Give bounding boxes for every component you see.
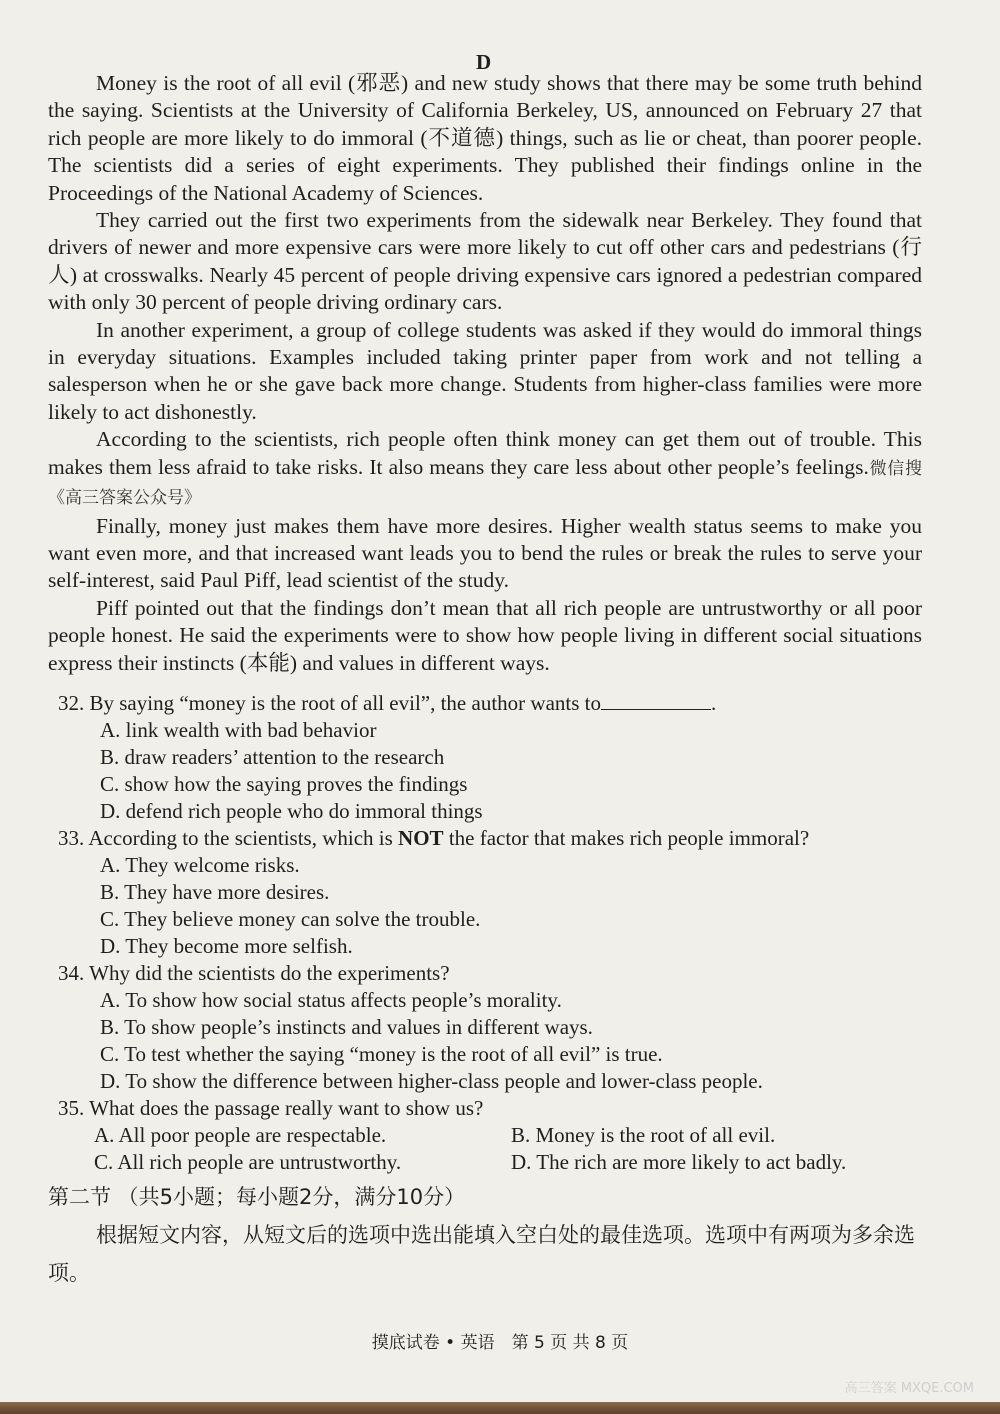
option-b: B. Money is the root of all evil. xyxy=(511,1123,776,1147)
question-33 xyxy=(58,825,928,960)
section-2 xyxy=(48,1178,928,1292)
section-letter: D xyxy=(476,50,492,74)
paragraph-5: Finally, money just makes them have more desires. Higher wealth status seems to make you want even more, and that increased want leads you to bend the rules or break the rules to serve your self-interest, said Paul Piff, lead scientist of the study. xyxy=(48,513,922,593)
page-edge xyxy=(0,1402,1000,1414)
question-stem: 35. What does the passage really want to show us? xyxy=(58,1096,484,1120)
option-d: D. They become more selfish. xyxy=(100,934,353,958)
option-b: B. To show people’s instincts and values in different ways. xyxy=(100,1015,593,1039)
question-stem: 32. By saying “money is the root of all evil”, the author wants to . xyxy=(58,691,717,715)
question-32 xyxy=(58,690,928,825)
reading-passage xyxy=(48,70,922,677)
paragraph-2: They carried out the first two experiments from the sidewalk near Berkeley. They found that drivers of newer and more expensive cars were more likely to cut off other cars and pedestrians (行人) at crosswalks. Nearly 45 percent of people driving expensive cars ignored a pedestrian compared with only 30 percent of people driving ordinary cars. xyxy=(48,208,922,315)
option-b: B. They have more desires. xyxy=(100,880,330,904)
paragraph-4-text: According to the scientists, rich people often think money can get them out of trouble. This makes them less afraid to take risks. It also means they care less about other people’s feelings. xyxy=(48,427,922,479)
option-d: D. defend rich people who do immoral things xyxy=(100,799,483,823)
option-c: C. They believe money can solve the trouble. xyxy=(100,907,481,931)
option-a: A. To show how social status affects people’s morality. xyxy=(100,988,562,1012)
option-c: C. To test whether the saying “money is the root of all evil” is true. xyxy=(100,1042,663,1066)
option-c: C. All rich people are untrustworthy. xyxy=(94,1150,402,1174)
paragraph-3: In another experiment, a group of college students was asked if they would do immoral things in everyday situations. Examples included taking printer paper from work and not telling a salesperson when he or she gave back more change. Students from higher-class families were more likely to act dishonestly. xyxy=(48,317,922,424)
paragraph-4 xyxy=(48,426,922,512)
question-stem: 33. According to the scientists, which is NOT the factor that makes rich people immoral? xyxy=(58,826,810,850)
option-a: A. link wealth with bad behavior xyxy=(100,718,377,742)
question-list xyxy=(58,690,928,1176)
option-d: D. To show the difference between higher-class people and lower-class people. xyxy=(100,1069,763,1093)
watermark-logo: 高三答案 MXQE.COM xyxy=(844,1381,974,1396)
option-a: A. All poor people are respectable. xyxy=(94,1123,387,1147)
question-stem: 34. Why did the scientists do the experiments? xyxy=(58,961,450,985)
options-row-1 xyxy=(58,1122,928,1149)
question-34 xyxy=(58,960,928,1095)
option-b: B. draw readers’ attention to the research xyxy=(100,745,445,769)
options-row-2 xyxy=(58,1149,928,1176)
question-35 xyxy=(58,1095,928,1176)
section-2-heading: 第二节 （共5小题；每小题2分，满分10分） xyxy=(48,1185,466,1209)
paragraph-1: Money is the root of all evil (邪恶) and new study shows that there may be some truth behind the saying. Scientists at the University of California Berkeley, US, announced on February 27 that rich people are more likely to do immoral (不道德) things, such as lie or cheat, than poorer people. The scientists did a series of eight experiments. They published their findings online in the Proceedings of the National Academy of Sciences. xyxy=(48,71,922,205)
answer-blank xyxy=(601,691,711,710)
paragraph-6: Piff pointed out that the findings don’t mean that all rich people are untrustworthy or all poor people honest. He said the experiments were to show how people living in different social situations express their instincts (本能) and values in different ways. xyxy=(48,595,922,675)
section-2-instruction: 根据短文内容，从短文后的选项中选出能填入空白处的最佳选项。选项中有两项为多余选项。 xyxy=(48,1223,915,1285)
option-d: D. The rich are more likely to act badly. xyxy=(511,1150,847,1174)
page-footer: 摸底试卷 • 英语 第 5 页 共 8 页 xyxy=(371,1333,629,1353)
option-c: C. show how the saying proves the findings xyxy=(100,772,468,796)
watermark-text: 微信搜《高三答案公众号》 xyxy=(48,458,923,509)
option-a: A. They welcome risks. xyxy=(100,853,300,877)
